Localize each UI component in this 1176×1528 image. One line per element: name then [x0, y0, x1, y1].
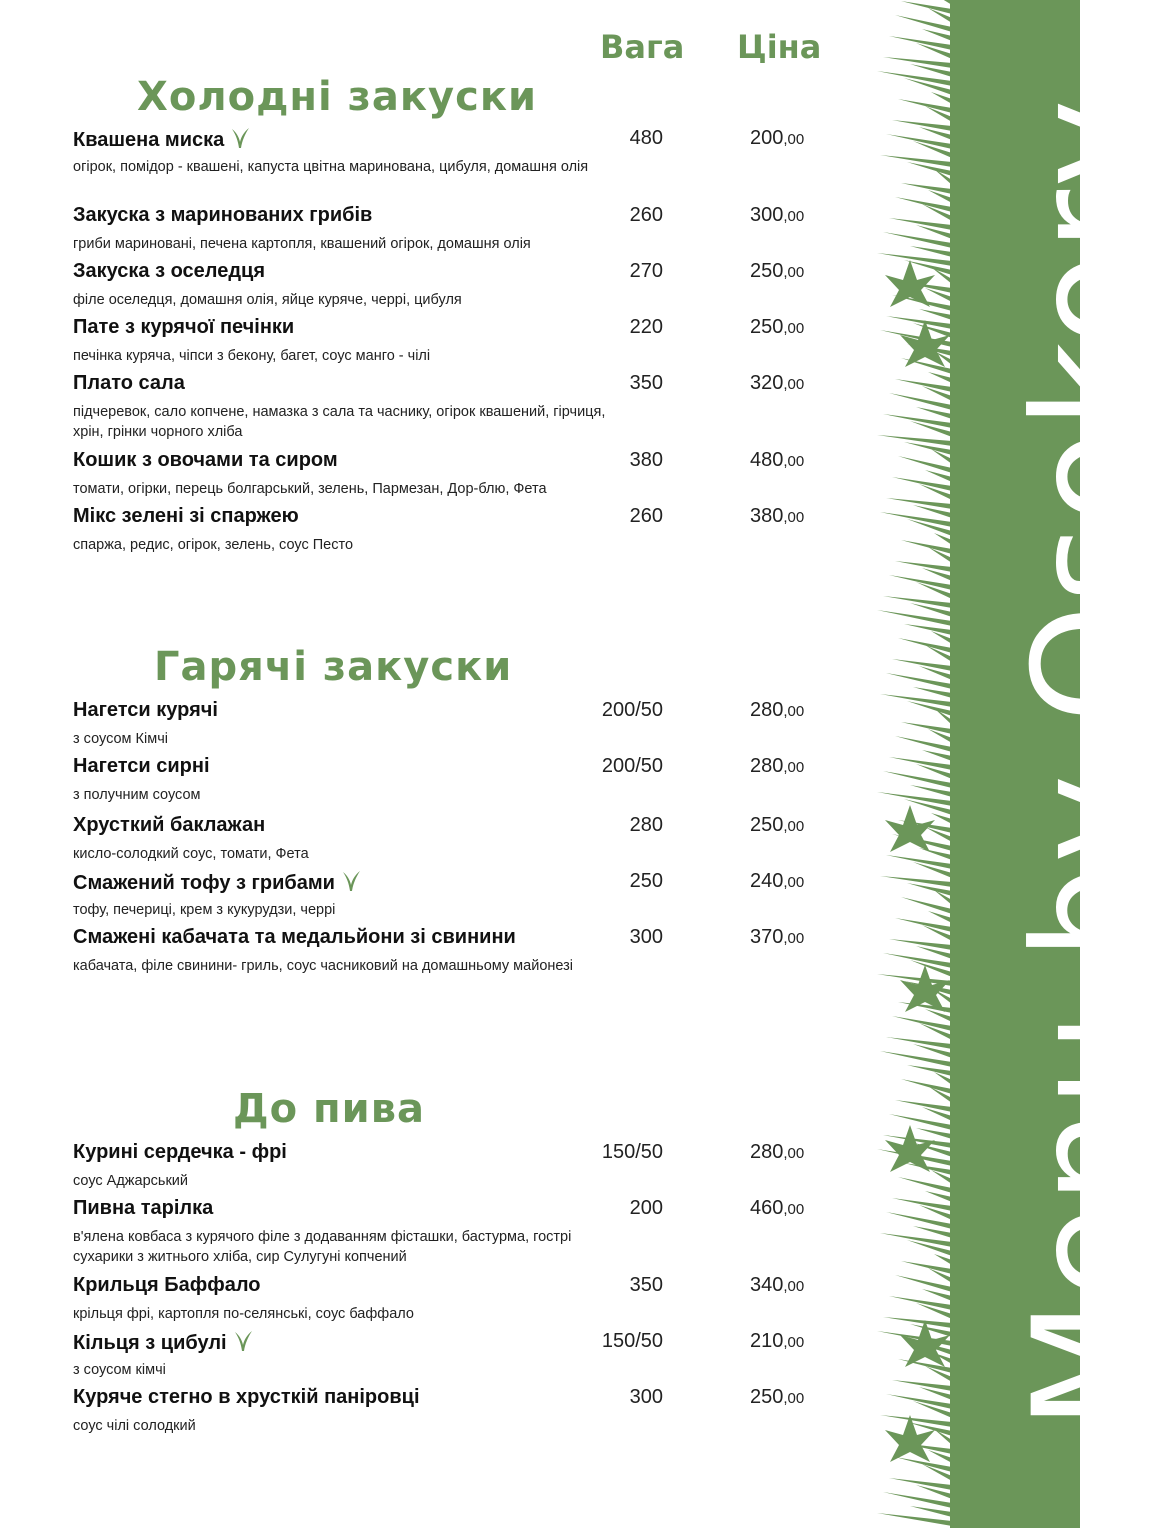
- menu-item-description: соус Аджарський: [73, 1173, 188, 1189]
- menu-item-price: [750, 260, 870, 283]
- menu-item-name: Хрусткий баклажан: [73, 814, 266, 836]
- menu-item-description: в'ялена ковбаса з курячого філе з додаванням фісташки, бастурма, гострі сухарики з житнього хліба, сир Сулугуні копчений: [73, 1229, 572, 1265]
- menu-item: [73, 1141, 833, 1191]
- menu-item-weight: 260: [629, 505, 663, 527]
- menu-item-weight: 350: [629, 1274, 663, 1296]
- menu-item-weight: 270: [629, 260, 663, 282]
- menu-item: [73, 449, 833, 499]
- price-value: 250: [750, 316, 784, 338]
- menu-item-name: Плато сала: [73, 372, 185, 394]
- menu-item-description: підчеревок, сало копчене, намазка з сала та часнику, огірок квашений, гірчиця, хрін, грінки чорного хліба: [73, 404, 606, 440]
- menu-item: [73, 505, 833, 555]
- menu-item: [73, 204, 833, 254]
- menu-item-name: Смажений тофу з грибами: [73, 872, 335, 894]
- menu-item-name: Пате з курячої печінки: [73, 316, 295, 338]
- menu-item: [73, 1330, 833, 1380]
- section-title-beer: До пива: [233, 1086, 425, 1132]
- menu-item-price: [750, 1330, 870, 1353]
- menu-item-price: [750, 870, 870, 893]
- menu-item-name: Пивна тарілка: [73, 1197, 214, 1219]
- menu-item-price: [750, 699, 870, 722]
- menu-item-price: [750, 127, 870, 150]
- menu-item-weight: 250: [629, 870, 663, 892]
- price-cents: ,00: [783, 1390, 805, 1407]
- menu-item-price: [750, 316, 870, 339]
- menu-item-description: філе оселедця, домашня олія, яйце куряче, черрі, цибуля: [73, 292, 462, 308]
- menu-item-weight: 200/50: [601, 699, 663, 721]
- menu-item-price: [750, 372, 870, 395]
- menu-item-name: Закуска з маринованих грибів: [73, 204, 373, 226]
- menu-item-weight: 260: [629, 204, 663, 226]
- menu-item-weight: 220: [629, 316, 663, 338]
- menu-item-weight: 480: [629, 127, 663, 149]
- menu-item-description: томати, огірки, перець болгарський, зелень, Пармезан, Дор-блю, Фета: [73, 481, 547, 497]
- price-cents: ,00: [783, 1278, 805, 1295]
- menu-item-description: з соусом Кімчі: [73, 731, 168, 747]
- section-title-cold: Холодні закуски: [137, 74, 538, 120]
- price-value: 250: [750, 260, 784, 282]
- menu-item-name: Крильця Баффало: [73, 1274, 261, 1296]
- menu-item-weight: 200: [629, 1197, 663, 1219]
- price-cents: ,00: [783, 874, 805, 891]
- menu-item-name: Смажені кабачата та медальйони зі свинини: [73, 926, 516, 948]
- menu-item: [73, 316, 833, 366]
- menu-item-description: кисло-солодкий соус, томати, Фета: [73, 846, 309, 862]
- menu-item: [73, 926, 833, 976]
- vegetarian-leaf-icon: [341, 870, 361, 896]
- menu-item-description: з получним соусом: [73, 787, 201, 803]
- price-value: 250: [750, 814, 784, 836]
- menu-item-weight: 280: [629, 814, 663, 836]
- menu-item-weight: 380: [629, 449, 663, 471]
- menu-item-weight: 300: [629, 926, 663, 948]
- price-value: 240: [750, 870, 784, 892]
- price-value: 320: [750, 372, 784, 394]
- menu-item-name: Куряче стегно в хрусткій паніровці: [73, 1386, 420, 1408]
- menu-item-description: гриби мариновані, печена картопля, квашений огірок, домашня олія: [73, 236, 531, 252]
- menu-item-name: Закуска з оселедця: [73, 260, 266, 282]
- price-value: 380: [750, 505, 784, 527]
- vegetarian-leaf-icon: [233, 1330, 253, 1356]
- price-cents: ,00: [783, 1145, 805, 1162]
- menu-item-name: Кошик з овочами та сиром: [73, 449, 338, 471]
- price-value: 460: [750, 1197, 784, 1219]
- menu-item-price: [750, 814, 870, 837]
- menu-item-name: Курині сердечка - фрі: [73, 1141, 287, 1163]
- price-cents: ,00: [783, 759, 805, 776]
- menu-item: [73, 870, 833, 920]
- price-cents: ,00: [783, 930, 805, 947]
- menu-item-price: [750, 505, 870, 528]
- menu-item-weight: 350: [629, 372, 663, 394]
- menu-item: [73, 260, 833, 310]
- price-cents: ,00: [783, 320, 805, 337]
- menu-item: [73, 699, 833, 749]
- menu-item-price: [750, 1141, 870, 1164]
- price-value: 300: [750, 204, 784, 226]
- price-cents: ,00: [783, 1334, 805, 1351]
- vegetarian-leaf-icon: [230, 127, 250, 153]
- price-column-header: Ціна: [737, 28, 822, 66]
- price-value: 280: [750, 755, 784, 777]
- price-cents: ,00: [783, 264, 805, 281]
- menu-item-weight: 300: [629, 1386, 663, 1408]
- price-cents: ,00: [783, 509, 805, 526]
- price-cents: ,00: [783, 1201, 805, 1218]
- menu-item: [73, 755, 833, 805]
- price-value: 480: [750, 449, 784, 471]
- menu-item-description: з соусом кімчі: [73, 1362, 166, 1378]
- weight-column-header: Вага: [600, 28, 685, 66]
- menu-item-price: [750, 1197, 870, 1220]
- menu-item-price: [750, 1274, 870, 1297]
- menu-item-price: [750, 1386, 870, 1409]
- price-value: 280: [750, 699, 784, 721]
- section-title-hot: Гарячі закуски: [154, 644, 513, 690]
- menu-item: [73, 127, 833, 177]
- menu-item: [73, 814, 833, 864]
- menu-item-description: крільця фрі, картопля по-селянські, соус баффало: [73, 1306, 414, 1322]
- menu-item-price: [750, 755, 870, 778]
- menu-item-description: кабачата, філе свинини- гриль, соус часниковий на домашньому майонезі: [73, 958, 574, 974]
- menu-item: [73, 1197, 833, 1267]
- price-value: 210: [750, 1330, 784, 1352]
- menu-item-price: [750, 449, 870, 472]
- price-value: 280: [750, 1141, 784, 1163]
- price-value: 370: [750, 926, 784, 948]
- menu-item-weight: 200/50: [601, 755, 663, 777]
- price-value: 340: [750, 1274, 784, 1296]
- price-cents: ,00: [783, 703, 805, 720]
- price-value: 250: [750, 1386, 784, 1408]
- vertical-brand-title: Menu by Osokory: [1002, 97, 1176, 1430]
- menu-item-description: огірок, помідор - квашені, капуста цвітна маринована, цибуля, домашня олія: [73, 159, 589, 175]
- menu-item: [73, 1274, 833, 1324]
- price-cents: ,00: [783, 376, 805, 393]
- menu-item-name: Нагетси сирні: [73, 755, 210, 777]
- price-cents: ,00: [783, 818, 805, 835]
- menu-item-name: Кільця з цибулі: [73, 1332, 227, 1354]
- menu-item-price: [750, 204, 870, 227]
- price-cents: ,00: [783, 208, 805, 225]
- menu-item: [73, 1386, 833, 1436]
- menu-item: [73, 372, 833, 442]
- menu-item-description: тофу, печериці, крем з кукурудзи, черрі: [73, 902, 336, 918]
- menu-item-description: печінка куряча, чіпси з бекону, багет, соус манго - чілі: [73, 348, 431, 364]
- price-cents: ,00: [783, 131, 805, 148]
- menu-item-description: соус чілі солодкий: [73, 1418, 196, 1434]
- menu-item-price: [750, 926, 870, 949]
- menu-item-weight: 150/50: [601, 1330, 663, 1352]
- price-cents: ,00: [783, 453, 805, 470]
- menu-item-name: Квашена миска: [73, 129, 225, 151]
- price-value: 200: [750, 127, 784, 149]
- menu-item-description: спаржа, редис, огірок, зелень, соус Песто: [73, 537, 354, 553]
- menu-item-weight: 150/50: [601, 1141, 663, 1163]
- menu-item-name: Мікс зелені зі спаржею: [73, 505, 299, 527]
- menu-item-name: Нагетси курячі: [73, 699, 218, 721]
